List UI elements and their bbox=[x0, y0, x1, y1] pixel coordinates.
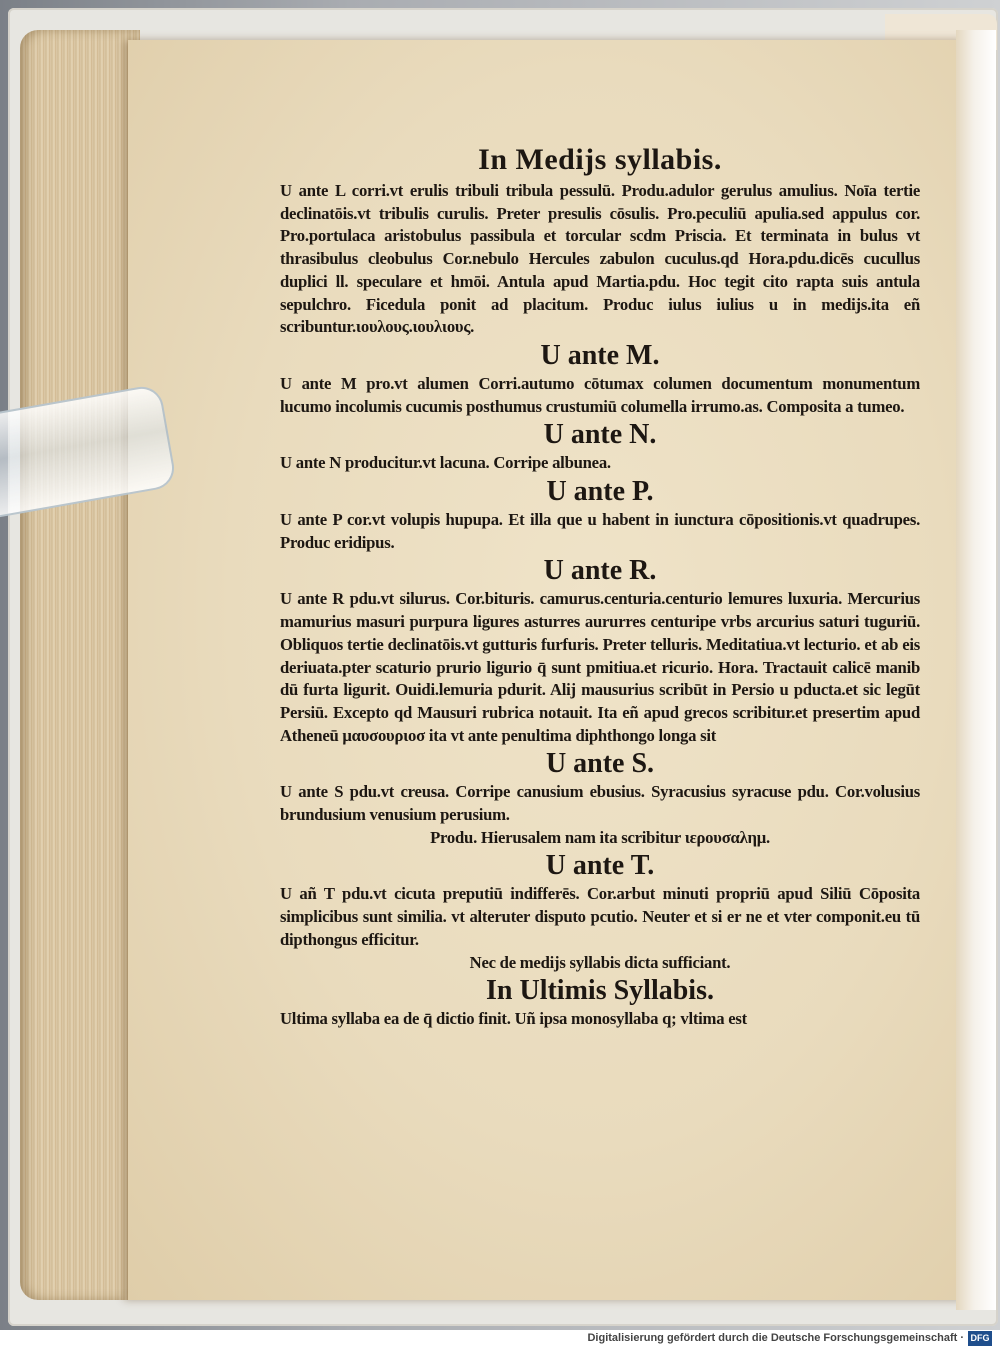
paragraph-ultimis: Ultima syllaba ea de q̄ dictio finit. Uñ ipsa monosyllaba q; vltima est bbox=[280, 1009, 747, 1029]
dfg-logo: DFG bbox=[968, 1331, 992, 1346]
section-heading-t: U ante T. bbox=[545, 850, 655, 882]
paragraph-l: U ante L corri.vt erulis tribuli tribula pessulū. Produ.adulor gerulus amulius. Noīa tertie declinatōis.vt tribulis curulis. Preter presulis cōsulis. Pro.peculiū apulia.sed appulus cor. Pro.portulaca aristobulus passibula et torcular scdm Priscia. Et terminata in bulus vt thrasibulus cleobulus Cor.nebulo Hercules zabulon cuculus.qd Hora.pdu.dicēs cucullus duplici ll. speculare et hmōi. Antula apud Martia.pdu. Hoc tegit cito rapta suis antula sepulchro. Ficedula ponit ad placitum. Produc iulus iulius u in medijs.ita eñ scribuntur.ιουλους.ιουλιους. bbox=[280, 181, 920, 337]
paragraph-s: U ante S pdu.vt creusa. Corripe canusium ebusius. Syracusius syracuse pdu. Cor.volusius brundusium venusium perusium. bbox=[280, 782, 920, 825]
footer-bar bbox=[0, 1330, 1000, 1349]
section-heading-m: U ante M. bbox=[540, 339, 660, 371]
paragraph-n: U ante N producitur.vt lacuna. Corripe albunea. bbox=[280, 453, 611, 473]
paragraph-s-note: Produ. Hierusalem nam ita scribitur ιερουσαλημ. bbox=[430, 827, 770, 847]
paragraph-r: U ante R pdu.vt silurus. Cor.bituris. camurus.centuria.centurio lemures luxuria. Mercurius mamurius masuri purpura ligures asturres aururres centuripe vrbs arcurius saturi tuguriū. Obliquos tertie declinatōis.vt gutturis furfuris. Preter telluris. Meditatiua.vt lecturio. et ab eis deriuata.pter scaturio prurio ligurio q̄ sunt pmitiua.et ricurio. Hora. Tractauit calicē manib dū furta ligurit. Ouidi.lemuria pdurit. Alij mausurius scribūt in Persio u pducta.et sic legūt Persiū. Excepto qd Mausuri rubrica notauit. Ita eñ apud grecos scribitur.et presertim apud Atheneū μαυσουριοσ ita vt ante penultima diphthongo longa sit bbox=[280, 589, 920, 745]
section-title-ultimis: In Ultimis Syllabis. bbox=[486, 975, 714, 1007]
page-edges bbox=[20, 30, 140, 1300]
paragraph-m: U ante M pro.vt alumen Corri.autumo cōtumax columen documentum monumentum lucumo incolumis cucumis posthumus crustumiū columella irrumo.as. Composita a tumeo. bbox=[280, 373, 920, 416]
section-heading-p: U ante P. bbox=[546, 476, 654, 508]
page-title: In Medijs syllabis. bbox=[478, 143, 722, 176]
footer-credit: Digitalisierung gefördert durch die Deutsche Forschungsgemeinschaft · bbox=[587, 1332, 964, 1344]
section-heading-n: U ante N. bbox=[543, 419, 657, 451]
page-text bbox=[280, 140, 920, 1031]
section-heading-r: U ante R. bbox=[543, 555, 657, 587]
book-gutter bbox=[956, 30, 996, 1310]
paragraph-closing: Nec de medijs syllabis dicta sufficiant. bbox=[469, 952, 731, 972]
paragraph-t: U añ T pdu.vt cicuta preputiū indifferēs. Cor.arbut minuti propriū apud Siliū Cōposita simplicibus sunt similia. vt alteruter disputo pcutio. Neuter et si er ne et vter componit.eu tū dipthongus efficitur. bbox=[280, 884, 920, 949]
section-heading-s: U ante S. bbox=[545, 748, 655, 780]
paragraph-p: U ante P cor.vt volupis hupupa. Et illa que u habent in iunctura cōpositionis.vt quadrupes. Produc eridipus. bbox=[280, 510, 920, 552]
